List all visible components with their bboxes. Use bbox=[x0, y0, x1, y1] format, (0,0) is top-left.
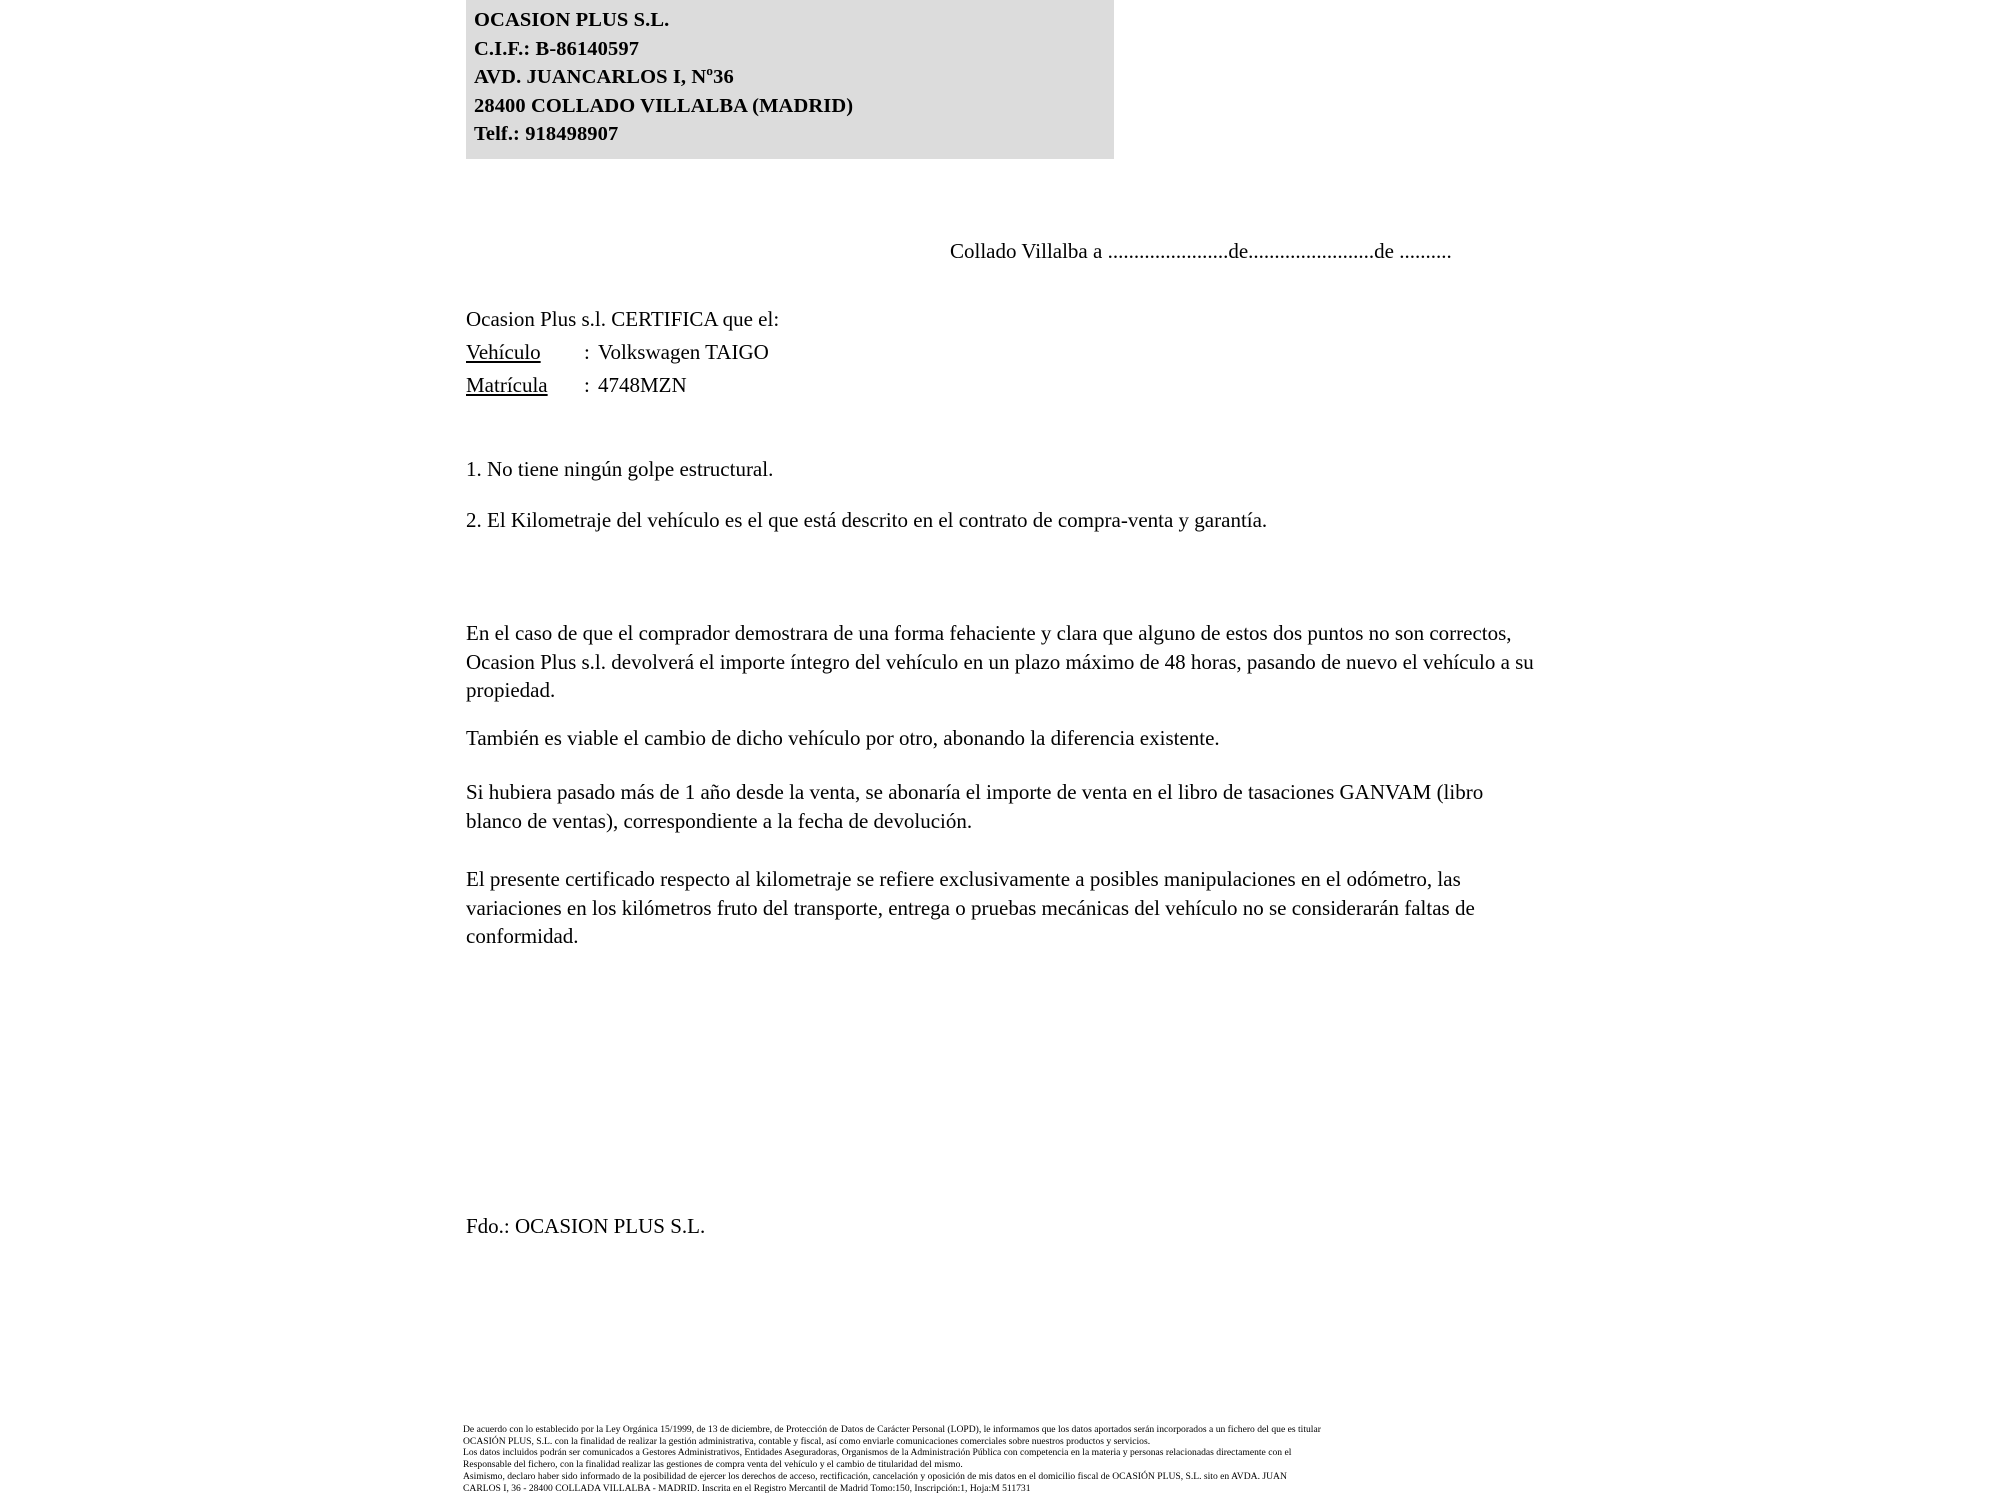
vehicle-row bbox=[466, 336, 779, 369]
footer-line-5: Asimismo, declaro haber sido informado de la posibilidad de ejercer los derechos de acceso, rectificación, cancelación y oposición de mis datos en el domicilio fiscal de OCASIÓN PLUS, S.L. sito en AVDA. JUAN bbox=[463, 1470, 1287, 1482]
certification-block bbox=[466, 303, 779, 402]
vehicle-label: Vehículo bbox=[466, 340, 541, 364]
footer-line-2: OCASIÓN PLUS, S.L. con la finalidad de realizar la gestión administrativa, contable y fiscal, así como enviarle comunicaciones comerciales sobre nuestros productos y servicios. bbox=[463, 1435, 1151, 1447]
footer-line-4: Responsable del fichero, con la finalidad realizar las gestiones de compra venta del vehículo y el cambio de titularidad del mismo. bbox=[463, 1459, 963, 1471]
footer-line-1: De acuerdo con lo establecido por la Ley Orgánica 15/1999, de 13 de diciembre, de Protección de Datos de Carácter Personal (LOPD), le informamos que los datos aportados serán incorporados a un fichero del que es titular bbox=[463, 1424, 1321, 1435]
plate-value: 4748MZN bbox=[598, 373, 687, 397]
point-item-1: 1. No tiene ningún golpe estructural. bbox=[466, 457, 774, 481]
footer-legal-notice bbox=[463, 1424, 1553, 1494]
body-paragraph-1: En el caso de que el comprador demostrara de una forma fehaciente y clara que alguno de estos dos puntos no son correctos, Ocasion Plus s.l. devolverá el importe íntegro del vehículo en un plazo máximo de 48 horas, pasando de nuevo el vehículo a su propiedad. bbox=[466, 621, 1534, 702]
letterhead-block bbox=[466, 0, 1114, 159]
body-paragraph-4: El presente certificado respecto al kilometraje se refiere exclusivamente a posibles manipulaciones en el odómetro, las variaciones en los kilómetros fruto del transporte, entrega o pruebas mecánicas del vehículo no se considerarán faltas de conformidad. bbox=[466, 867, 1475, 948]
body-paragraph-3: Si hubiera pasado más de 1 año desde la venta, se abonaría el importe de venta en el libro de tasaciones GANVAM (libro blanco de ventas), correspondiente a la fecha de devolución. bbox=[466, 780, 1484, 833]
dateline: Collado Villalba a .......................de........................de .......... bbox=[950, 239, 1452, 263]
company-cif: C.I.F.: B-86140597 bbox=[474, 37, 640, 60]
company-street: AVD. JUANCARLOS I, Nº36 bbox=[474, 66, 734, 88]
company-phone: Telf.: 918498907 bbox=[474, 123, 619, 145]
footer-line-3: Los datos incluidos podrán ser comunicados a Gestores Administrativos, Entidades Aseguradoras, Organismos de la Administración Pública con competencia en la materia y personas relacionadas directamente con el bbox=[463, 1447, 1292, 1459]
plate-separator: : bbox=[584, 373, 590, 397]
company-city: 28400 COLLADO VILLALBA (MADRID) bbox=[474, 94, 854, 117]
vehicle-value: Volkswagen TAIGO bbox=[598, 340, 769, 364]
plate-label: Matrícula bbox=[466, 373, 548, 397]
footer-line-6: CARLOS I, 36 - 28400 COLLADA VILLALBA - MADRID. Inscrita en el Registro Mercantil de Madrid Tomo:150, Inscripción:1, Hoja:M 511731 bbox=[463, 1482, 1031, 1494]
signature-line: Fdo.: OCASION PLUS S.L. bbox=[466, 1214, 706, 1238]
company-name: OCASION PLUS S.L. bbox=[474, 9, 670, 31]
vehicle-separator: : bbox=[584, 340, 590, 364]
certify-intro: Ocasion Plus s.l. CERTIFICA que el: bbox=[466, 307, 780, 331]
plate-row bbox=[466, 369, 779, 402]
point-item-2: 2. El Kilometraje del vehículo es el que está descrito en el contrato de compra-venta y garantía. bbox=[466, 508, 1268, 532]
body-paragraph-2: También es viable el cambio de dicho vehículo por otro, abonando la diferencia existente. bbox=[466, 726, 1220, 750]
